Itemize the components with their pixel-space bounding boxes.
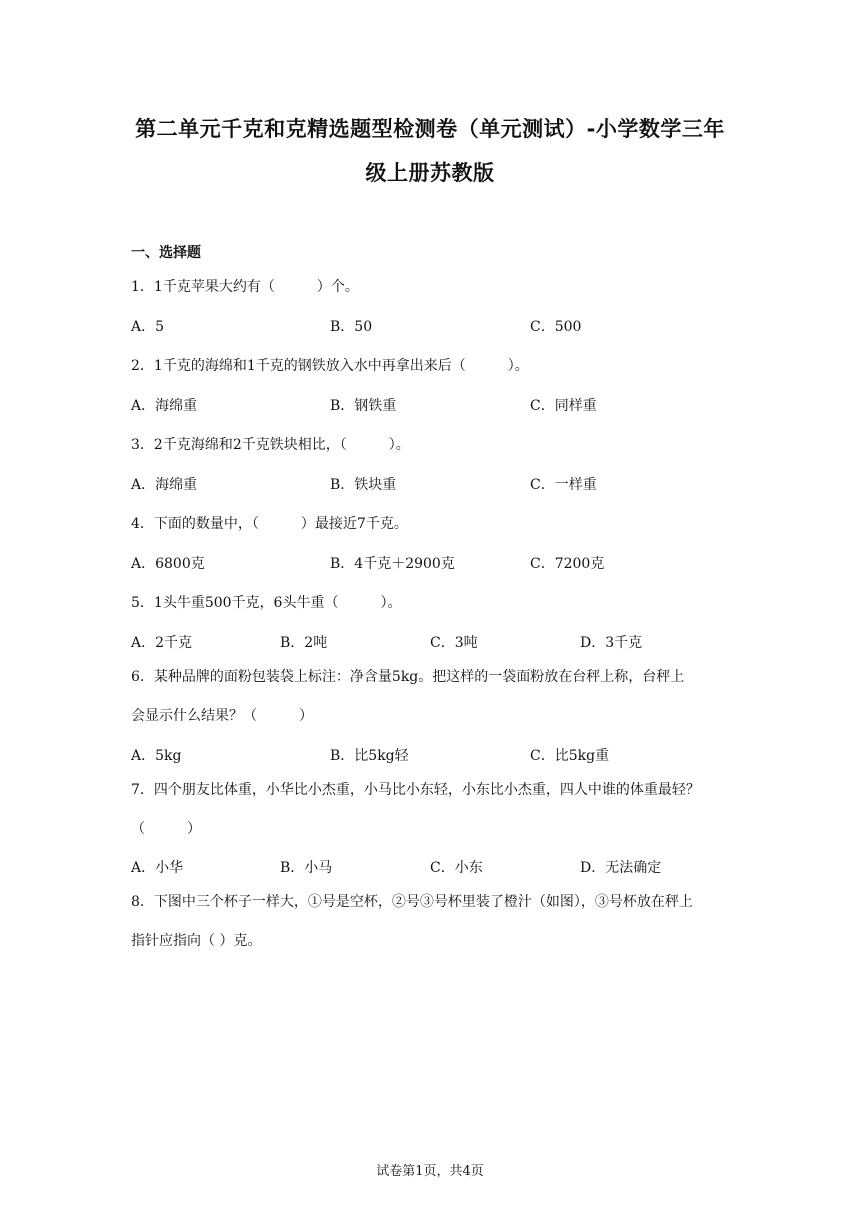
document-title-line-2: 级上册苏教版 (365, 161, 495, 185)
question-1-option-b: B．50 (330, 319, 373, 335)
question-6-option-a: A．5kg (131, 748, 182, 764)
question-6-option-c: C．比5kg重 (530, 748, 610, 764)
question-7-option-a: A．小华 (131, 860, 184, 876)
question-2-option-c: C．同样重 (530, 398, 597, 414)
question-3-option-b: B．铁块重 (330, 477, 397, 493)
question-5-option-d: D．3千克 (580, 635, 643, 651)
question-8-text-line-1: 8．下图中三个杯子一样大，①号是空杯，②号③号杯里装了橙汁（如图），③号杯放在秤上 (131, 894, 693, 910)
question-5-text: 5．1头牛重500千克，6头牛重（ ）。 (131, 595, 402, 611)
question-7-option-b: B．小马 (280, 860, 333, 876)
question-6-text-line-1: 6．某种品牌的面粉包装袋上标注：净含量5kg。把这样的一袋面粉放在台秤上称，台秤上 (131, 669, 685, 685)
question-3-text: 3．2千克海绵和2千克铁块相比，（ ）。 (131, 437, 410, 453)
question-7-text-line-1: 7．四个朋友比体重，小华比小杰重，小马比小东轻，小东比小杰重，四人中谁的体重最轻？ (131, 782, 700, 798)
question-1-option-a: A．5 (131, 319, 165, 335)
question-6-option-b: B．比5kg轻 (330, 748, 409, 764)
question-4-option-a: A．6800克 (131, 556, 205, 572)
question-5-option-b: B．2吨 (280, 635, 328, 651)
question-7-option-d: D．无法确定 (580, 860, 662, 876)
question-7-text-line-2: （ ） (131, 821, 201, 837)
question-1-text: 1．1千克苹果大约有（ ）个。 (131, 279, 359, 295)
question-2-option-a: A．海绵重 (131, 398, 198, 414)
question-4-option-c: C．7200克 (530, 556, 605, 572)
question-1-option-c: C．500 (530, 319, 582, 335)
section-heading: 一、选择题 (131, 245, 201, 261)
question-2-text: 2．1千克的海绵和1千克的钢铁放入水中再拿出来后（ ）。 (131, 358, 529, 374)
question-4-text: 4．下面的数量中，（ ）最接近7千克。 (131, 516, 408, 532)
question-3-option-a: A．海绵重 (131, 477, 198, 493)
question-5-option-a: A．2千克 (131, 635, 193, 651)
question-3-option-c: C．一样重 (530, 477, 597, 493)
page-footer: 试卷第1页，共4页 (376, 1164, 484, 1179)
question-8-text-line-2: 指针应指向（ ）克。 (131, 933, 262, 949)
question-7-option-c: C．小东 (430, 860, 483, 876)
question-6-text-line-2: 会显示什么结果？（ ） (131, 708, 313, 724)
question-4-option-b: B．4千克＋2900克 (330, 556, 455, 572)
question-2-option-b: B．钢铁重 (330, 398, 397, 414)
document-title-line-1: 第二单元千克和克精选题型检测卷（单元测试）-小学数学三年 (135, 117, 725, 141)
question-5-option-c: C．3吨 (430, 635, 478, 651)
